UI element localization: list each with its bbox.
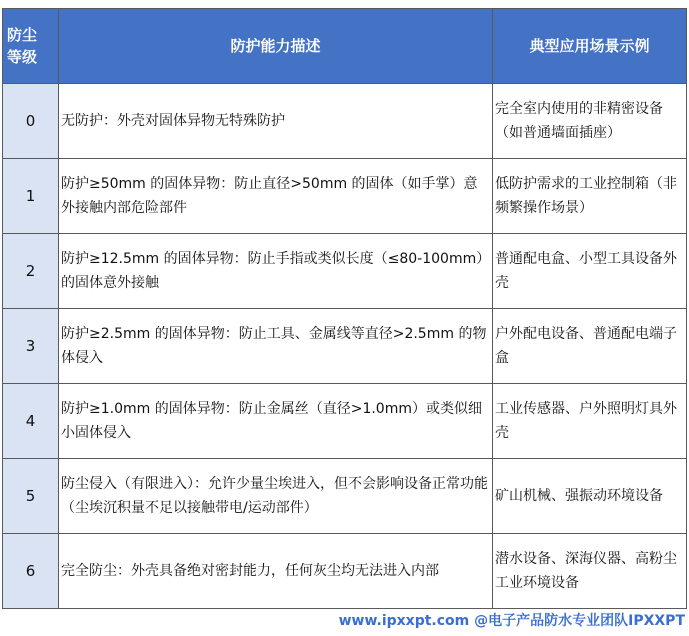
- scenario-cell: 完全室内使用的非精密设备（如普通墙面插座）: [493, 84, 687, 159]
- description-cell: 防尘侵入（有限进入）：允许少量尘埃进入，但不会影响设备正常功能（尘埃沉积量不足以接触带电/运动部件）: [59, 459, 493, 534]
- table-row: [3, 459, 687, 534]
- description-cell: 防护≥12.5mm 的固体异物：防止手指或类似长度（≤80-100mm）的固体意外接触: [59, 234, 493, 309]
- table-row: [3, 159, 687, 234]
- header-level-line1: 防尘: [7, 26, 38, 44]
- dust-protection-table: [2, 8, 687, 609]
- scenario-cell: 普通配电盒、小型工具设备外壳: [493, 234, 687, 309]
- level-cell: 5: [3, 459, 59, 534]
- table-row: [3, 309, 687, 384]
- level-cell: 4: [3, 384, 59, 459]
- table-header-row: [3, 9, 687, 84]
- scenario-cell: 户外配电设备、普通配电端子盒: [493, 309, 687, 384]
- header-level: [3, 9, 59, 84]
- table-row: [3, 234, 687, 309]
- scenario-cell: 潜水设备、深海仪器、高粉尘工业环境设备: [493, 534, 687, 609]
- header-level-line2: 等级: [7, 48, 38, 66]
- description-cell: 防护≥1.0mm 的固体异物：防止金属丝（直径>1.0mm）或类似细小固体侵入: [59, 384, 493, 459]
- scenario-cell: 工业传感器、户外照明灯具外壳: [493, 384, 687, 459]
- level-cell: 1: [3, 159, 59, 234]
- table-row: [3, 534, 687, 609]
- scenario-cell: 低防护需求的工业控制箱（非频繁操作场景）: [493, 159, 687, 234]
- header-description: 防护能力描述: [59, 9, 493, 84]
- footer-watermark: www.ipxxpt.com @电子产品防水专业团队IPXXPT: [338, 613, 685, 629]
- description-cell: 防护≥50mm 的固体异物：防止直径>50mm 的固体（如手掌）意外接触内部危险部件: [59, 159, 493, 234]
- table-row: [3, 384, 687, 459]
- level-cell: 0: [3, 84, 59, 159]
- description-cell: 完全防尘：外壳具备绝对密封能力，任何灰尘均无法进入内部: [59, 534, 493, 609]
- description-cell: 无防护：外壳对固体异物无特殊防护: [59, 84, 493, 159]
- level-cell: 6: [3, 534, 59, 609]
- description-cell: 防护≥2.5mm 的固体异物：防止工具、金属线等直径>2.5mm 的物体侵入: [59, 309, 493, 384]
- level-cell: 2: [3, 234, 59, 309]
- scenario-cell: 矿山机械、强振动环境设备: [493, 459, 687, 534]
- header-scenario: 典型应用场景示例: [493, 9, 687, 84]
- level-cell: 3: [3, 309, 59, 384]
- table-row: [3, 84, 687, 159]
